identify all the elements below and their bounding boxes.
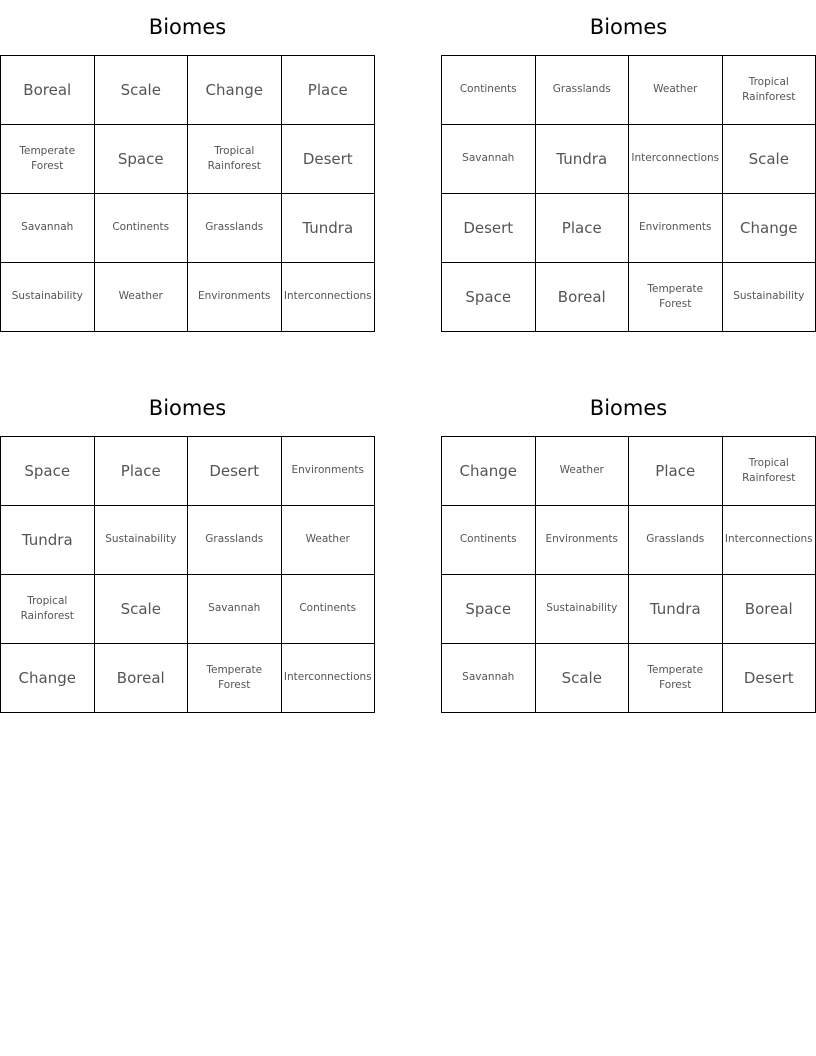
bingo-cell: Space (442, 575, 536, 644)
bingo-cell: Continents (94, 194, 188, 263)
bingo-cell: Environments (535, 506, 629, 575)
bingo-cell: Place (94, 437, 188, 506)
bingo-cell: Savannah (442, 644, 536, 713)
bingo-cell: Place (535, 194, 629, 263)
bingo-cell: Tropical Rainforest (722, 437, 816, 506)
bingo-card-1 (0, 0, 375, 332)
bingo-cell: Tundra (629, 575, 723, 644)
bingo-cell: Change (1, 644, 95, 713)
bingo-cell: Change (442, 437, 536, 506)
bingo-cell: Place (281, 56, 375, 125)
bingo-cell: Change (188, 56, 282, 125)
bingo-cell: Sustainability (535, 575, 629, 644)
bingo-cell: Boreal (722, 575, 816, 644)
bingo-grid (0, 55, 375, 332)
bingo-cell: Continents (281, 575, 375, 644)
bingo-cell: Desert (188, 437, 282, 506)
bingo-grid (441, 55, 816, 332)
bingo-cell: Interconnections (722, 506, 816, 575)
bingo-cell: Grasslands (188, 194, 282, 263)
bingo-cell: Place (629, 437, 723, 506)
bingo-cell: Change (722, 194, 816, 263)
card-title: Biomes (589, 396, 668, 420)
bingo-cell: Sustainability (1, 263, 95, 332)
bingo-cell: Tropical Rainforest (722, 56, 816, 125)
bingo-cell: Boreal (1, 56, 95, 125)
bingo-cell: Scale (94, 56, 188, 125)
bingo-card-4 (441, 381, 816, 713)
bingo-cell: Scale (94, 575, 188, 644)
bingo-cell: Continents (442, 56, 536, 125)
bingo-cell: Scale (722, 125, 816, 194)
bingo-cell: Tundra (281, 194, 375, 263)
bingo-cell: Weather (535, 437, 629, 506)
bingo-cell: Savannah (442, 125, 536, 194)
bingo-cell: Continents (442, 506, 536, 575)
bingo-cell: Environments (188, 263, 282, 332)
bingo-cell: Sustainability (94, 506, 188, 575)
bingo-cell: Savannah (1, 194, 95, 263)
card-title: Biomes (148, 396, 227, 420)
bingo-cell: Tropical Rainforest (188, 125, 282, 194)
bingo-cell: Interconnections (281, 644, 375, 713)
card-title: Biomes (589, 15, 668, 39)
bingo-cell: Desert (281, 125, 375, 194)
bingo-cell: Tropical Rainforest (1, 575, 95, 644)
bingo-cell: Desert (442, 194, 536, 263)
bingo-grid (441, 436, 816, 713)
bingo-cell: Environments (281, 437, 375, 506)
bingo-cell: Grasslands (535, 56, 629, 125)
bingo-cell: Space (94, 125, 188, 194)
bingo-cell: Grasslands (188, 506, 282, 575)
bingo-card-3 (0, 381, 375, 713)
bingo-cell: Interconnections (629, 125, 723, 194)
bingo-cell: Grasslands (629, 506, 723, 575)
bingo-cell: Boreal (535, 263, 629, 332)
bingo-cell: Temperate Forest (1, 125, 95, 194)
bingo-cell: Temperate Forest (629, 263, 723, 332)
bingo-cell: Space (442, 263, 536, 332)
card-title: Biomes (148, 15, 227, 39)
bingo-cell: Temperate Forest (629, 644, 723, 713)
bingo-cell: Weather (94, 263, 188, 332)
bingo-cell: Tundra (1, 506, 95, 575)
bingo-cell: Weather (629, 56, 723, 125)
bingo-cell: Tundra (535, 125, 629, 194)
bingo-cell: Desert (722, 644, 816, 713)
bingo-card-2 (441, 0, 816, 332)
bingo-cell: Boreal (94, 644, 188, 713)
bingo-cell: Scale (535, 644, 629, 713)
bingo-cell: Sustainability (722, 263, 816, 332)
bingo-cell: Savannah (188, 575, 282, 644)
bingo-cell: Weather (281, 506, 375, 575)
bingo-cell: Interconnections (281, 263, 375, 332)
bingo-grid (0, 436, 375, 713)
bingo-cell: Temperate Forest (188, 644, 282, 713)
bingo-cell: Environments (629, 194, 723, 263)
bingo-cell: Space (1, 437, 95, 506)
